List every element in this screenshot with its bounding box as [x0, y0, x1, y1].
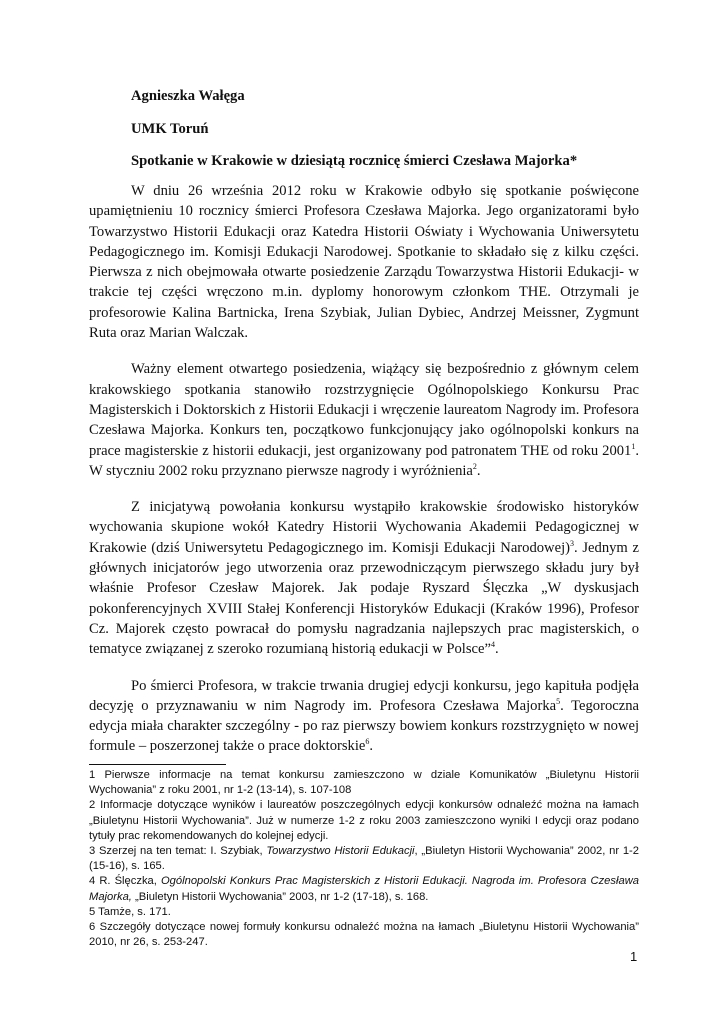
- footnote-ref[interactable]: 2: [472, 461, 477, 471]
- page-number: 1: [630, 949, 638, 964]
- footnote-separator: [89, 764, 226, 765]
- paragraph-text: Z inicjatywą powołania konkursu wystąpiło krakowskie środowisko historyków wychowania skupione wokół Katedry Historii Wychowania Akademii Pedagogicznej w Krakowie (dziś Uniwersytetu Pedagogicznego im. Komisji Edukacji Narodowej): [89, 499, 639, 556]
- paragraph-text: .: [476, 462, 481, 479]
- author-name: Agnieszka Wałęga: [131, 88, 245, 104]
- footnote-2: 2 Informacje dotyczące wyników i laureatów poszczególnych edycji konkursów odnaleźć można na łamach „Biuletynu Historii Wychowania”. Już w numerze 1-2 z roku 2003 zamieszczono wyniki I edycji oraz podano tytuły prac rekomendowanych do kolejnej edycji.: [89, 799, 639, 842]
- footnote-ref[interactable]: 6: [365, 737, 370, 747]
- footnote-3: [89, 844, 639, 874]
- paragraph-text: . Jednym z głównych inicjatorów jego utworzenia oraz przewodniczącym pierwszego składu jury był właśnie Profesor Czesław Majorek. Jak podaje Ryszard Ślęczka „W dyskusjach pokonferencyjnych XVIII Stałej Konferencji Historyków Edukacji (Kraków 1996), Profesor Cz. Majorek często powracał do pomysłu nagradzania najlepszych prac magisterskich, o tematyce związanej z szeroko rozumianą historią edukacji w Polsce”: [89, 539, 639, 658]
- paragraph-text: W dniu 26 września 2012 roku w Krakowie odbyło się spotkanie poświęcone upamiętnieniu 10 rocznicy śmierci Profesora Czesława Majorka. Jego organizatorami było Towarzystwo Historii Edukacji oraz Katedra Historii Oświaty i Wychowania Uniwersytetu Pedagogicznego im. Komisji Edukacji Narodowej. Spotkanie to składało się z kilku części. Pierwsza z nich obejmowała otwarte posiedzenie Zarządu Towarzystwa Historii Edukacji- w trakcie tej części wręczono m.in. dyplomy honorowym członkom THE. Otrzymali je profesorowie Kalina Bartnicka, Irena Szybiak, Julian Dybiec, Andrzej Meissner, Zygmunt Ruta oraz Marian Walczak.: [89, 183, 639, 342]
- footnote-text: „Biuletyn Historii Wychowania” 2003, nr 1-2 (17-18), s. 168.: [131, 890, 429, 903]
- footnote-text: 4 R. Ślęczka,: [89, 875, 161, 888]
- footnotes: [89, 768, 639, 950]
- footnote-6: 6 Szczegóły dotyczące nowej formuły konkursu odnaleźć można na łamach „Biuletynu Historii Wychowania” 2010, nr 26, s. 253-247.: [89, 921, 639, 949]
- footnote-1: 1 Pierwsze informacje na temat konkursu zamieszczono w dziale Komunikatów „Biuletynu Historii Wychowania” z roku 2001, nr 1-2 (13-14), s. 107-108: [89, 769, 639, 797]
- paragraph-text: Po śmierci Profesora, w trakcie trwania drugiej edycji konkursu, jego kapituła podjęła decyzję o przyznawaniu w nim Nagrody im. Profesora Czesława Majorka: [89, 677, 639, 714]
- footnote-ref[interactable]: 5: [556, 696, 561, 706]
- article-title: Spotkanie w Krakowie w dziesiątą rocznicę śmierci Czesława Majorka*: [131, 153, 578, 169]
- article-body: [89, 181, 639, 757]
- footnote-ref[interactable]: 4: [490, 640, 495, 650]
- paragraph-1: [89, 181, 639, 343]
- footnote-text: 3 Szerzej na ten temat: I. Szybiak,: [89, 845, 267, 858]
- paragraph-text: .: [369, 738, 374, 755]
- author-affiliation: UMK Toruń: [131, 121, 209, 137]
- footnote-italic-title: Ogólnopolski Konkurs Prac Magisterskich z Historii Edukacji. Nagroda im. Profesora Czesława Majorka,: [89, 875, 639, 903]
- paragraph-text: Ważny element otwartego posiedzenia, wiążący się bezpośrednio z głównym celem krakowskiego spotkania stanowiło rozstrzygnięcie Ogólnopolskiego Konkursu Prac Magisterskich i Doktorskich z Historii Edukacji i wręczenie laureatom Nagrody im. Profesora Czesława Majorka. Konkurs ten, początkowo funkcjonujący jako ogólnopolski konkurs na prace magisterskie z historii edukacji, jest organizowany pod patronatem THE od roku 2001: [89, 361, 639, 459]
- footnote-text: , „Biuletyn Historii Wychowania” 2002, nr 1-2 (15-16), s. 165.: [89, 845, 639, 873]
- paragraph-text: .: [494, 641, 499, 658]
- paragraph-4: [89, 676, 639, 757]
- footnote-italic-title: Towarzystwo Historii Edukacji: [266, 845, 415, 858]
- footnote-ref[interactable]: 3: [569, 538, 574, 548]
- paragraph-text: . Tegoroczna edycja miała charakter szczególny - po raz pierwszy bowiem konkurs rozstrzygnięto w nowej formule – poszerzonej także o prace doktorskie: [89, 697, 639, 755]
- paragraph-3: [89, 497, 639, 659]
- footnote-5: 5 Tamże, s. 171.: [89, 905, 171, 918]
- paragraph-text: . W styczniu 2002 roku przyznano pierwsze nagrody i wyróżnienia: [89, 442, 639, 479]
- footnote-ref[interactable]: 1: [631, 441, 636, 451]
- paragraph-2: [89, 359, 639, 481]
- footnote-4: [89, 874, 639, 904]
